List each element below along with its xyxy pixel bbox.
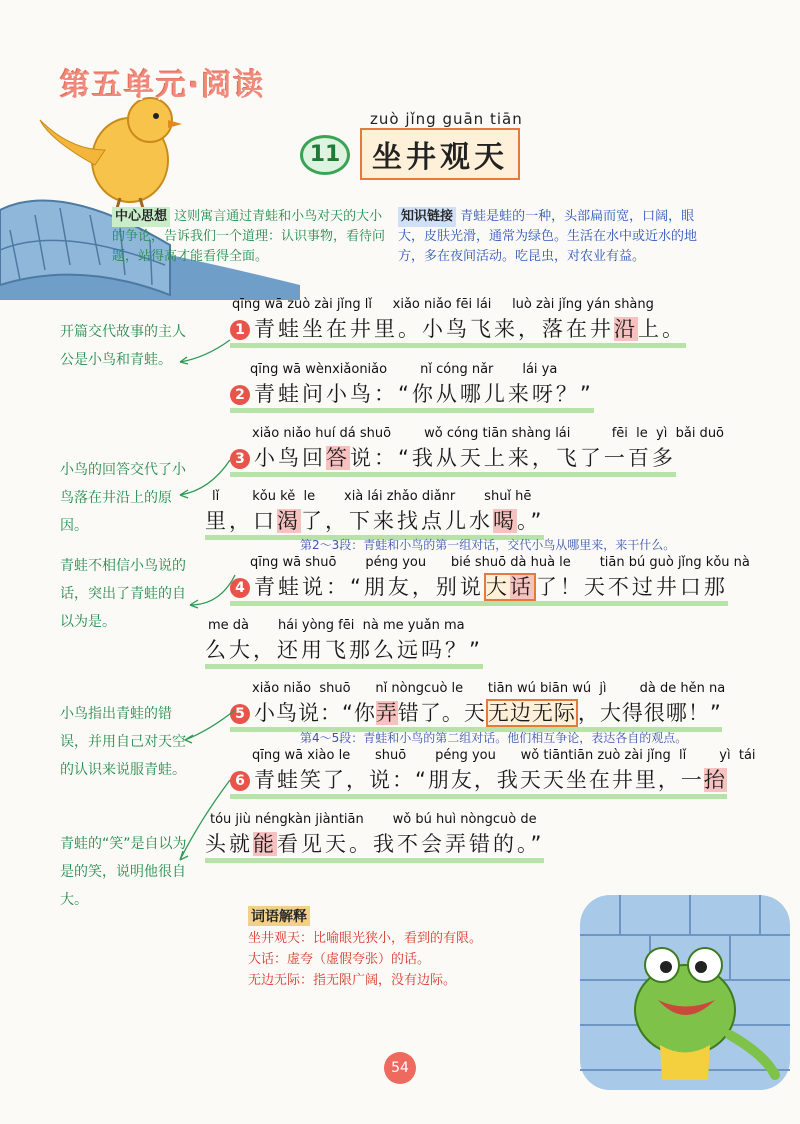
pinyin-line: qīng wā zuò zài jǐng lǐ xiǎo niǎo fēi lái luò zài jǐng yán shàng	[232, 297, 654, 312]
paragraph-4	[230, 571, 728, 606]
pinyin-line: qīng wā shuō péng you bié shuō dà huà le tiān bú guò jǐng kǒu nà	[250, 555, 750, 570]
sentence-text: 里，口	[205, 509, 277, 533]
sentence-text: 错了。天	[397, 701, 486, 725]
boxed-word	[484, 573, 536, 601]
lesson-number-badge: 11	[300, 135, 350, 175]
paragraph-5	[230, 697, 722, 732]
vocab-item: 大话：虚夸（虚假夸张）的话。	[248, 952, 431, 967]
sentence-text: 小鸟回	[254, 446, 326, 470]
highlighted-char: 答	[326, 446, 350, 470]
boxed-char: 大	[485, 575, 510, 599]
sentence-text: 了！天不过井口那	[535, 575, 728, 599]
note-arrows	[150, 300, 250, 900]
paragraph-number: 2	[230, 385, 250, 405]
paragraph-3-cont	[205, 505, 544, 540]
annotation-note: 第4～5段：青蛙和小鸟的第二组对话。他们相互争论，表达各自的观点。	[300, 731, 688, 745]
arrow-1	[180, 340, 230, 362]
center-idea-text: 这则寓言通过青蛙和小鸟对天的大小的争论，告诉我们一个道理：认识事物，看待问题，站得高才能看得全面。	[112, 209, 386, 264]
side-note: 小鸟的回答交代了小鸟落在井沿上的原因。	[60, 462, 186, 534]
sentence-text: 上。	[638, 317, 686, 341]
paragraph-3	[230, 442, 676, 477]
paragraph-6-cont	[205, 828, 544, 863]
highlighted-char: 沿	[614, 317, 638, 341]
highlighted-char: 弄	[375, 701, 398, 725]
vocab-item: 无边无际：指无限广阔，没有边际。	[248, 973, 457, 988]
arrow-5	[180, 780, 230, 860]
pinyin-line: lǐ kǒu kě le xià lái zhǎo diǎnr shuǐ hē	[212, 489, 532, 504]
pinyin-line: xiǎo niǎo huí dá shuō wǒ cóng tiān shàng lái fēi le yì bǎi duō	[252, 426, 725, 441]
vocab-item: 坐井观天：比喻眼光狭小，看到的有限。	[248, 931, 483, 946]
sentence-text: 青蛙问小鸟：“你从哪儿来呀？”	[254, 382, 594, 406]
side-note: 青蛙的“笑”是自以为是的笑，说明他很自大。	[60, 836, 187, 908]
knowledge-link-label: 知识链接	[398, 207, 456, 227]
bird-on-well-illustration	[0, 80, 300, 300]
sentence-text: 看见天。我不会弄错的。”	[277, 832, 545, 856]
pinyin-line: qīng wā wènxiǎoniǎo nǐ cóng nǎr lái ya	[250, 362, 558, 377]
pinyin-line: xiǎo niǎo shuō nǐ nòngcuò le tiān wú biān wú jì dà de hěn na	[252, 681, 726, 696]
boxed-word: 无边无际	[487, 701, 576, 725]
paragraph-number: 1	[230, 320, 250, 340]
lesson-title-pinyin: zuò jǐng guān tiān	[370, 110, 523, 128]
pinyin-line: tóu jiù néngkàn jiàntiān wǒ bú huì nòngcuò de	[210, 812, 537, 827]
paragraph-number: 5	[230, 704, 250, 724]
sentence-text: 头就	[205, 832, 253, 856]
sentence-text: 青蛙说：“朋友，别说	[254, 575, 484, 599]
pinyin-line: qīng wā xiào le shuō péng you wǒ tiāntiān zuò zài jǐng lǐ yì tái	[252, 748, 756, 763]
sentence-text: 说：“我从天上来，飞了一百多	[350, 446, 676, 470]
knowledge-link-box	[398, 207, 698, 267]
knowledge-link-text: 青蛙是蛙的一种，头部扁而宽，口阔，眼大，皮肤光滑，通常为绿色。生活在水中或近水的地方，多在夜间活动。吃昆虫，对农业有益。	[398, 209, 698, 264]
center-idea-box	[112, 207, 390, 267]
center-idea-label: 中心思想	[112, 207, 170, 227]
sentence-text: 小鸟说：“你	[254, 701, 376, 725]
highlighted-char: 渴	[277, 509, 301, 533]
side-note: 开篇交代故事的主人公是小鸟和青蛙。	[60, 324, 186, 368]
sentence-text: ，大得很哪！”	[577, 701, 722, 725]
paragraph-number: 4	[230, 578, 250, 598]
highlighted-char: 喝	[493, 509, 517, 533]
annotation-note: 第2～3段：青蛙和小鸟的第一组对话，交代小鸟从哪里来，来干什么。	[300, 538, 676, 552]
vocab-title: 词语解释	[248, 906, 310, 926]
paragraph-2	[230, 378, 594, 413]
paragraph-number: 3	[230, 449, 250, 469]
highlighted-char: 话	[509, 575, 534, 599]
side-note: 小鸟指出青蛙的错误，并用自己对天空的认识来说服青蛙。	[60, 706, 186, 778]
unit-title: 第五单元·阅读	[60, 68, 266, 103]
highlighted-char: 能	[253, 832, 277, 856]
paragraph-1	[230, 313, 686, 348]
page-number: 54	[384, 1052, 416, 1084]
sentence-text: 了，下来找点儿水	[301, 509, 493, 533]
paragraph-number: 6	[230, 771, 250, 791]
lesson-title: 坐井观天	[360, 128, 520, 180]
frog-illustration	[580, 895, 790, 1090]
paragraph-6	[230, 764, 727, 799]
side-note: 青蛙不相信小鸟说的话，突出了青蛙的自以为是。	[60, 558, 186, 630]
sentence-text: 青蛙笑了，说：“朋友，我天天坐在井里，一	[254, 768, 704, 792]
highlighted-char: 抬	[703, 768, 727, 792]
sentence-text: 青蛙坐在井里。小鸟飞来，落在井	[254, 317, 614, 341]
sentence-text: 么大，还用飞那么远吗？”	[205, 638, 483, 662]
sentence-text: 。”	[517, 509, 545, 533]
pinyin-line: me dà hái yòng fēi nà me yuǎn ma	[208, 618, 465, 633]
vocab-list	[248, 928, 482, 991]
